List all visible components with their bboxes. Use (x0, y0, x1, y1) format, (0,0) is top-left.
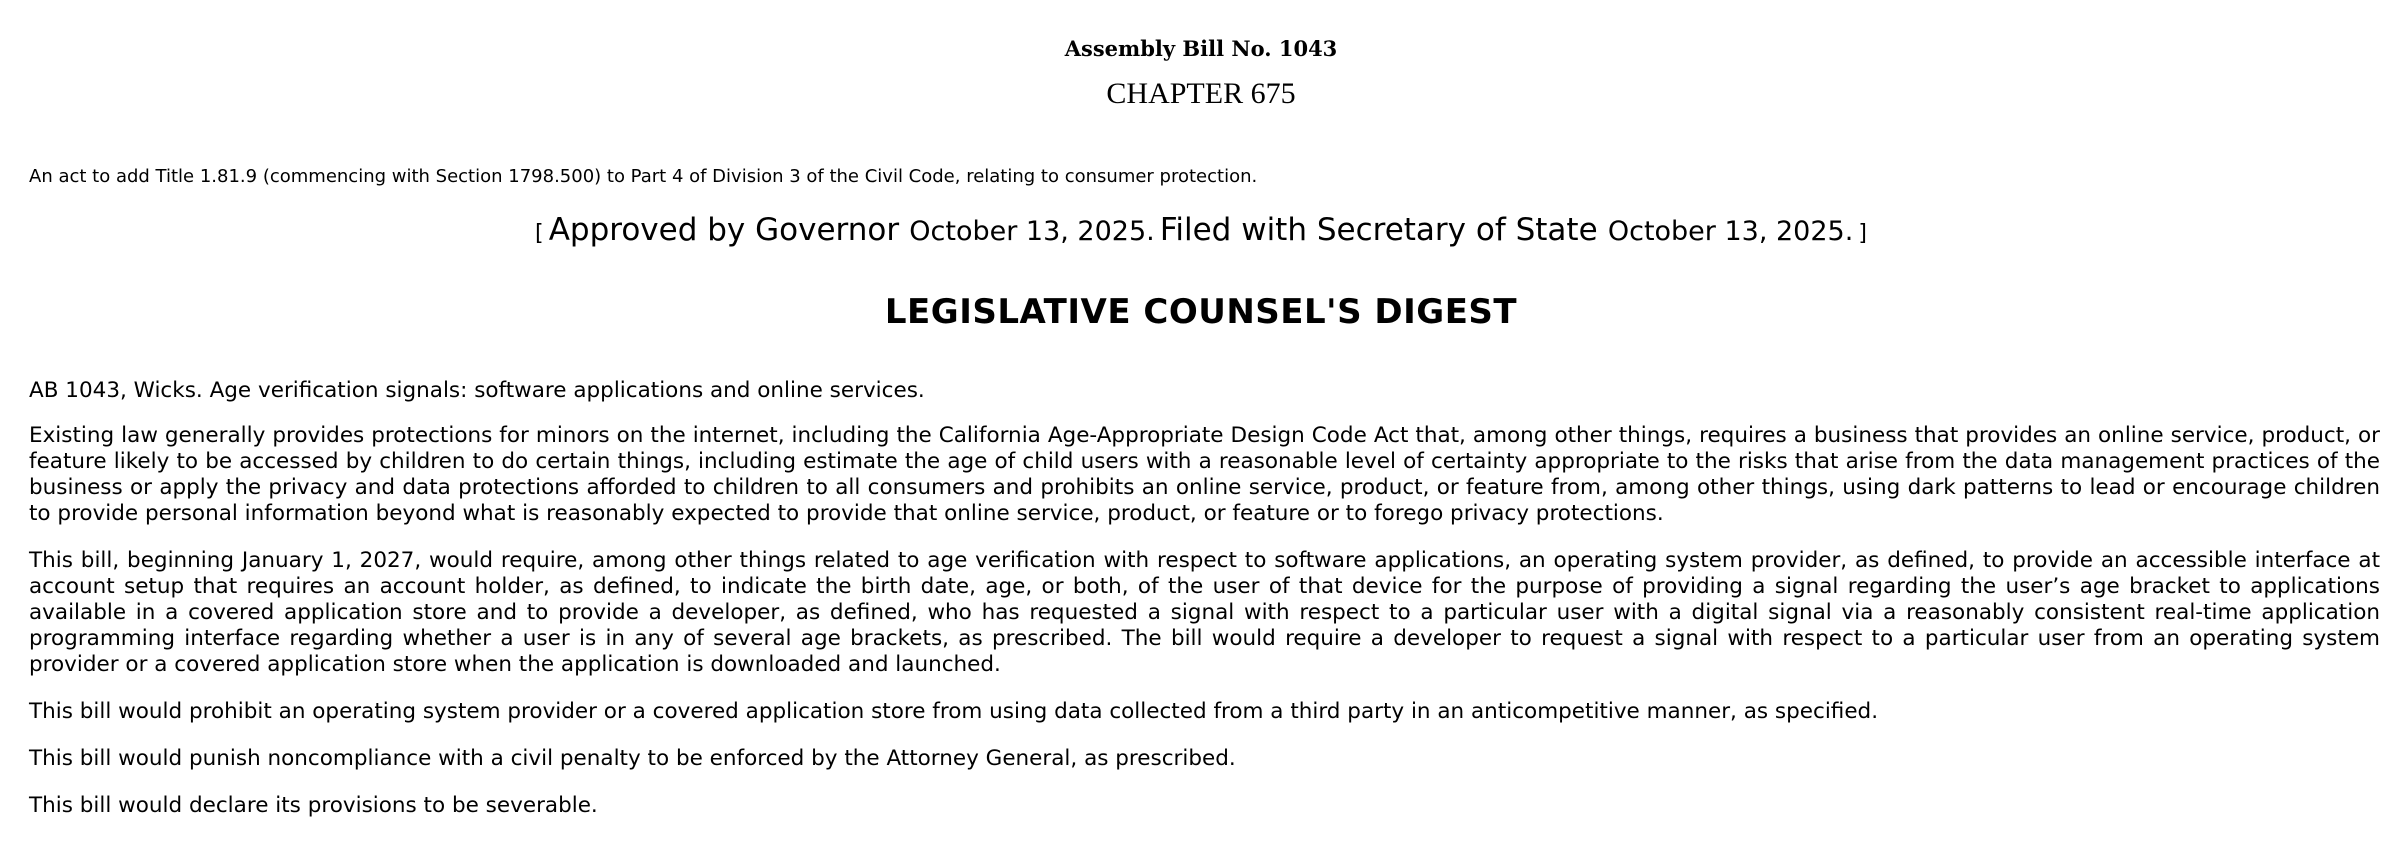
approval-open-bracket: [ (535, 221, 544, 246)
digest-paragraph: This bill would prohibit an operating system provider or a covered application store from using data collected from a third party in an anticompetitive manner, as specified. (29, 699, 1879, 724)
approved-date: October 13, 2025. (909, 216, 1155, 247)
digest-paragraph: This bill would punish noncompliance with a civil penalty to be enforced by the Attorney General, as prescribed. (29, 746, 1236, 771)
bill-number: Assembly Bill No. 1043 (1064, 36, 1338, 61)
digest-body (29, 378, 2380, 840)
approval-line (0, 212, 2402, 248)
digest-paragraph: Existing law generally provides protections for minors on the internet, including the California Age-Appropriate Design Code Act that, among other things, requires a business that provides an online service, product, or feature likely to be accessed by children to do certain things, including estimate the age of child users with a reasonable level of certainty appropriate to the risks that arise from the data management practices of the business or apply the privacy and data protections afforded to children to all consumers and prohibits an online service, product, or feature from, among other things, using dark patterns to lead or encourage children to provide personal information beyond what is reasonably expected to provide that online service, product, or feature or to forego privacy protections. (29, 423, 2380, 526)
filed-label: Filed with Secretary of State (1159, 212, 1598, 248)
chapter-number: CHAPTER 675 (1106, 77, 1296, 110)
digest-paragraph: This bill, beginning January 1, 2027, would require, among other things related to age verification with respect to software applications, an operating system provider, as defined, to provide an accessible interface at account setup that requires an account holder, as defined, to indicate the birth date, age, or both, of the user of that device for the purpose of providing a signal regarding the user’s age bracket to applications available in a covered application store and to provide a developer, as defined, who has requested a signal with respect to a particular user with a digital signal via a reasonably consistent real-time application programming interface regarding whether a user is in any of several age brackets, as prescribed. The bill would require a developer to request a signal with respect to a particular user from an operating system provider or a covered application store when the application is downloaded and launched. (29, 548, 2380, 677)
digest-heading: LEGISLATIVE COUNSEL'S DIGEST (884, 292, 1518, 332)
approved-label: Approved by Governor (548, 212, 900, 248)
act-title: An act to add Title 1.81.9 (commencing with Section 1798.500) to Part 4 of Division 3 of the Civil Code, relating to consumer protection. (29, 166, 1258, 187)
filed-date: October 13, 2025. (1607, 216, 1854, 247)
digest-paragraph: This bill would declare its provisions to be severable. (29, 793, 598, 818)
approval-close-bracket: ] (1858, 221, 1867, 246)
digest-bill-summary: AB 1043, Wicks. Age verification signals: software applications and online services. (29, 378, 925, 403)
